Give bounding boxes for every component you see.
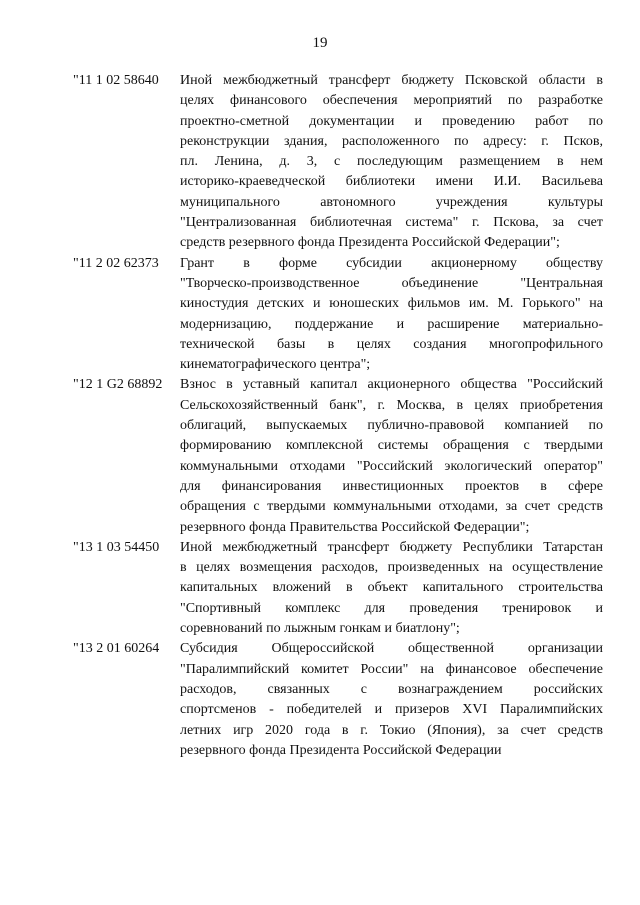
description-line: реконструкции здания, расположенного по адресу: г. Псков,	[180, 133, 603, 149]
entry-description	[180, 254, 603, 376]
description-line: "Паралимпийский комитет России" на финансовое обеспечение	[180, 661, 603, 677]
entry-row	[73, 538, 603, 639]
entry-code: "13 2 01 60264	[73, 641, 160, 657]
description-line: коммунальными отходами "Российский экологический оператор"	[180, 458, 603, 474]
description-line: летних игр 2020 года в г. Токио (Япония), за счет средств	[180, 722, 603, 738]
description-line: кинематографического центра";	[180, 357, 371, 373]
description-line: "Спортивный комплекс для проведения тренировок и	[180, 600, 603, 616]
entry-description	[180, 71, 603, 254]
description-line: модернизацию, поддержание и расширение материально-	[180, 316, 603, 332]
description-line: расходов, связанных с вознаграждением российских	[180, 681, 603, 697]
description-line: проектно-сметной документации и проведению работ по	[180, 113, 603, 129]
entry-description	[180, 375, 603, 537]
description-line: Иной межбюджетный трансферт бюджету Псковской области в	[180, 73, 603, 88]
description-line: "Творческо-производственное объединение "Центральная	[180, 275, 603, 291]
description-line: облигаций, выпускаемых публично-правовой компанией по	[180, 418, 603, 434]
description-line: соревнований по лыжным гонкам и биатлону";	[180, 621, 460, 637]
description-line: средств резервного фонда Президента Российской Федерации";	[180, 235, 560, 251]
description-line: резервного фонда Президента Российской Федерации	[180, 742, 502, 758]
entry-code: "12 1 G2 68892	[73, 377, 163, 393]
description-line: капитальных вложений в объект капитального строительства	[180, 580, 603, 596]
entry-code: "11 2 02 62373	[73, 255, 159, 271]
entry-code: "13 1 03 54450	[73, 539, 160, 555]
description-line: Иной межбюджетный трансферт бюджету Республики Татарстан	[180, 539, 603, 555]
description-line: Грант в форме субсидии акционерному обществу	[180, 255, 603, 271]
entry-row	[73, 71, 603, 254]
description-line: пл. Ленина, д. 3, с последующим размещением в нем	[180, 154, 603, 170]
description-line: муниципального автономного учреждения культуры	[180, 194, 603, 210]
description-line: историко-краеведческой библиотеки имени И.И. Васильева	[180, 174, 603, 190]
entry-code: "11 1 02 58640	[73, 73, 159, 88]
description-line: для финансирования инвестиционных проектов в сфере	[180, 478, 603, 494]
entry-description	[180, 538, 603, 639]
description-line: обращения с твердыми коммунальными отходами, за счет средств	[180, 499, 603, 515]
page-number: 19	[312, 35, 328, 51]
description-line: Сельскохозяйственный банк", г. Москва, в целях приобретения	[180, 397, 603, 413]
description-line: технической базы в целях создания многопрофильного	[180, 336, 603, 352]
description-line: целях финансового обеспечения мероприятий по разработке	[180, 93, 603, 109]
description-line: "Централизованная библиотечная система" г. Пскова, за счет	[180, 215, 603, 231]
entries-list	[73, 71, 603, 761]
description-line: спортсменов - победителей и призеров XVI Паралимпийских	[180, 702, 603, 718]
entry-row	[73, 375, 603, 537]
entry-row	[73, 254, 603, 376]
description-line: киностудия детских и юношеских фильмов им. М. Горького" на	[180, 296, 603, 312]
description-line: в целях возмещения расходов, произведенных на осуществление	[180, 560, 603, 576]
description-line: Субсидия Общероссийской общественной организации	[180, 641, 603, 657]
description-line: Взнос в уставный капитал акционерного общества "Российский	[180, 377, 603, 393]
entry-description	[180, 639, 603, 761]
description-line: резервного фонда Правительства Российской Федерации";	[180, 519, 530, 535]
description-line: формированию комплексной системы обращения с твердыми	[180, 438, 603, 454]
entry-row	[73, 639, 603, 761]
